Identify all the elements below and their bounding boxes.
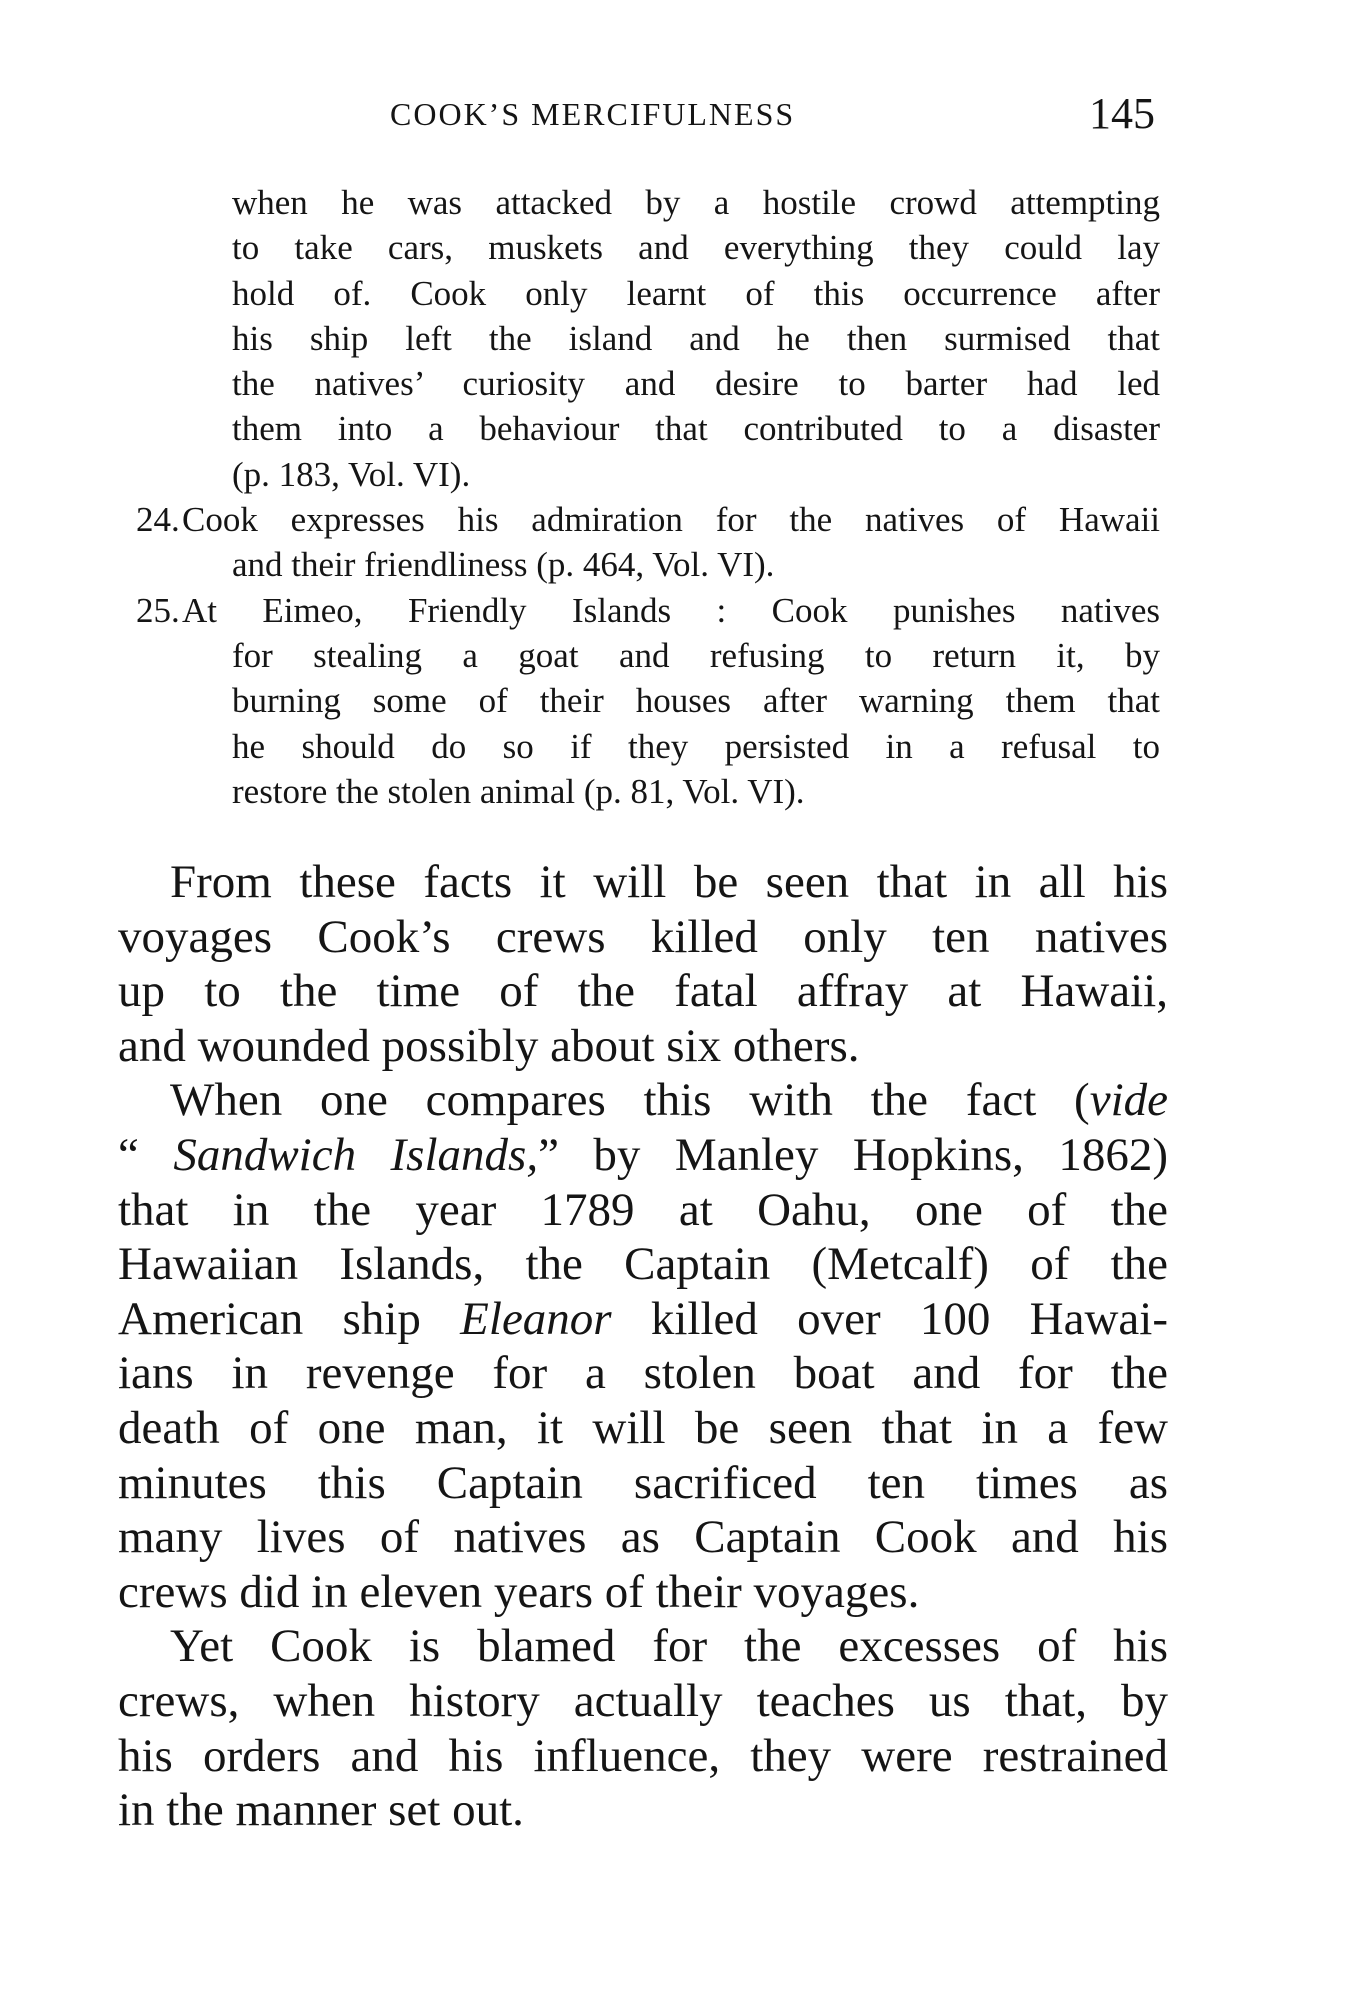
body-text (118, 855, 1168, 1838)
list-line: At Eimeo, Friendly Islands : Cook punishes natives (182, 590, 1160, 630)
paragraph-line: that in the year 1789 at Oahu, one of the (118, 1183, 1168, 1236)
paragraph-line: voyages Cook’s crews killed only ten natives (118, 910, 1168, 963)
list-line: when he was attacked by a hostile crowd attempting (232, 183, 1160, 222)
italic-ship-name: Eleanor (460, 1292, 612, 1345)
list-line: Cook expresses his admiration for the natives of Hawaii (182, 500, 1160, 540)
paragraph (118, 1619, 1168, 1837)
item-number: 24. (136, 500, 180, 540)
running-title: COOK’S MERCIFULNESS (390, 96, 796, 132)
list-line: and their friendliness (p. 464, Vol. VI). (232, 545, 775, 585)
paragraph-line: minutes this Captain sacrificed ten times as (118, 1456, 1168, 1509)
paragraph-line: Hawaiian Islands, the Captain (Metcalf) of the (118, 1238, 1168, 1291)
paragraph-line: When one compares this with the fact (vide (170, 1074, 1168, 1127)
list-line: (p. 183, Vol. VI). (232, 454, 471, 494)
list-line: for stealing a goat and refusing to return it, by (232, 635, 1160, 675)
italic-term: vide (1089, 1074, 1168, 1127)
paragraph-line: up to the time of the fatal affray at Hawaii, (118, 965, 1168, 1018)
list-line: the natives’ curiosity and desire to barter had led (232, 364, 1160, 404)
list-line: his ship left the island and he then surmised that (232, 318, 1160, 358)
numbered-list (136, 180, 1160, 814)
paragraph-line: and wounded possibly about six others. (118, 1019, 860, 1072)
paragraph-line: his orders and his influence, they were restrained (118, 1729, 1168, 1782)
italic-title: Sandwich Islands, (173, 1128, 539, 1181)
list-line: he should do so if they persisted in a refusal to (232, 726, 1160, 766)
paragraph-line: From these facts it will be seen that in all his (170, 856, 1168, 908)
running-head (115, 89, 1155, 142)
list-item-continued (160, 180, 1160, 497)
list-line: hold of. Cook only learnt of this occurrence after (232, 273, 1160, 313)
item-number: 25. (136, 590, 180, 630)
list-line: them into a behaviour that contributed to a disaster (232, 409, 1160, 449)
page-number: 145 (1089, 89, 1155, 138)
paragraph-line: many lives of natives as Captain Cook and his (118, 1511, 1168, 1564)
paragraph-line: “ Sandwich Islands,” by Manley Hopkins, 1862) (118, 1128, 1168, 1181)
paragraph-line: ians in revenge for a stolen boat and for the (118, 1347, 1168, 1400)
list-item-25 (136, 588, 1160, 814)
paragraph (118, 855, 1168, 1073)
paragraph-line: crews, when history actually teaches us that, by (118, 1674, 1168, 1727)
paragraph-line: American ship Eleanor killed over 100 Hawai- (118, 1292, 1168, 1345)
list-line: burning some of their houses after warning them that (232, 681, 1160, 721)
paragraph-line: in the manner set out. (118, 1784, 524, 1837)
paragraph (118, 1073, 1168, 1619)
paragraph-line: death of one man, it will be seen that in a few (118, 1401, 1168, 1454)
paragraph-line: Yet Cook is blamed for the excesses of his (170, 1620, 1168, 1673)
list-line: restore the stolen animal (p. 81, Vol. VI). (232, 771, 805, 811)
list-item-24 (136, 497, 1160, 588)
list-line: to take cars, muskets and everything they could lay (232, 228, 1160, 268)
paragraph-line: crews did in eleven years of their voyages. (118, 1565, 920, 1618)
